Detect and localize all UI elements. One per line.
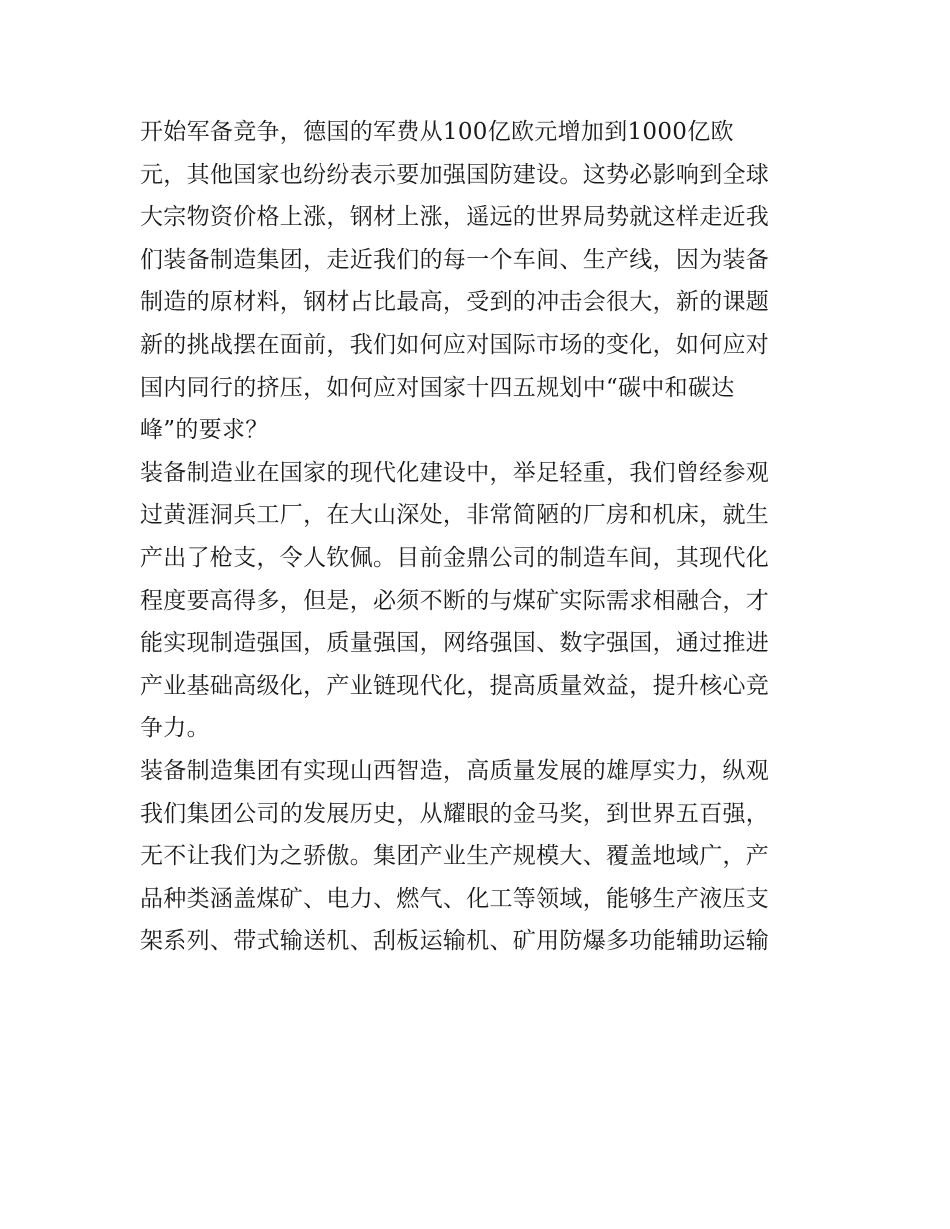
text-line: 新的挑战摆在面前，我们如何应对国际市场的变化，如何应对 (140, 331, 770, 358)
text-line: 制造的原材料，钢材占比最高，受到的冲击会很大，新的课题 (140, 289, 770, 316)
text-line: 架系列、带式输送机、刮板运输机、矿用防爆多功能辅助运输 (140, 928, 770, 955)
text-line: 们装备制造集团，走近我们的每一个车间、生产线，因为装备 (140, 246, 770, 273)
body-text (140, 111, 820, 963)
text-line: 国内同行的挤压，如何应对国家十四五规划中“碳中和碳达 (140, 374, 735, 401)
text-line: 争力。 (140, 715, 210, 742)
text-line: 能实现制造强国，质量强国，网络强国、数字强国，通过推进 (140, 630, 770, 657)
text-line: 元，其他国家也纷纷表示要加强国防建设。这势必影响到全球 (140, 161, 770, 188)
text-line: 峰”的要求？ (140, 417, 269, 444)
text-line: 开始军备竞争，德国的军费从100亿欧元增加到1000亿欧 (140, 119, 734, 145)
text-line: 装备制造业在国家的现代化建设中，举足轻重，我们曾经参观 (140, 459, 770, 486)
text-line: 装备制造集团有实现山西智造，高质量发展的雄厚实力，纵观 (140, 757, 770, 784)
text-line: 无不让我们为之骄傲。集团产业生产规模大、覆盖地域广，产 (140, 843, 770, 870)
text-line: 产业基础高级化，产业链现代化，提高质量效益，提升核心竞 (140, 672, 770, 699)
text-line: 过黄涯洞兵工厂，在大山深处，非常简陋的厂房和机床，就生 (140, 502, 770, 529)
text-line: 我们集团公司的发展历史，从耀眼的金马奖，到世界五百强， (140, 800, 770, 827)
text-line: 大宗物资价格上涨，钢材上涨，遥远的世界局势就这样走近我 (140, 204, 770, 231)
text-line: 品种类涵盖煤矿、电力、燃气、化工等领域，能够生产液压支 (140, 885, 770, 912)
text-line: 程度要高得多，但是，必须不断的与煤矿实际需求相融合，才 (140, 587, 770, 614)
text-line: 产出了枪支，令人钦佩。目前金鼎公司的制造车间，其现代化 (140, 544, 770, 571)
